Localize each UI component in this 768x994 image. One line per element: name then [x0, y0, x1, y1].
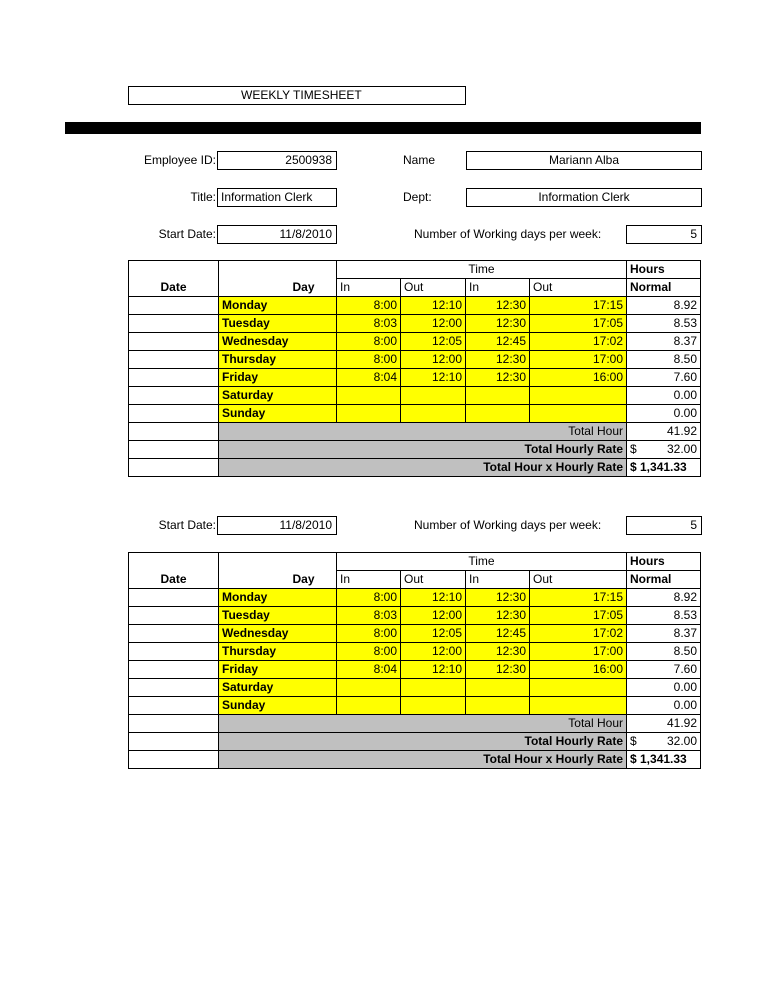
in-header: In	[466, 279, 530, 297]
hours-header: Hours	[627, 553, 701, 571]
currency-symbol: $	[630, 734, 637, 748]
out-header: Out	[401, 571, 466, 589]
time-out-cell[interactable]: 16:00	[530, 661, 627, 679]
out-header: Out	[530, 571, 627, 589]
date-cell[interactable]	[129, 405, 219, 423]
timesheet-table	[128, 552, 701, 769]
hours-header: Hours	[627, 261, 701, 279]
date-header: Date	[129, 279, 219, 297]
name-field[interactable]: Mariann Alba	[466, 151, 702, 170]
total-pay-label: Total Hour x Hourly Rate	[219, 459, 627, 477]
hours-cell: 0.00	[627, 679, 701, 697]
time-out-cell[interactable]: 12:00	[401, 607, 466, 625]
time-out-cell[interactable]: 17:00	[530, 643, 627, 661]
table-row	[129, 369, 701, 387]
time-in-cell[interactable]: 12:45	[466, 333, 530, 351]
date-cell[interactable]	[129, 625, 219, 643]
time-in-cell[interactable]	[337, 697, 401, 715]
in-header: In	[466, 571, 530, 589]
time-out-cell[interactable]: 12:00	[401, 643, 466, 661]
time-in-cell[interactable]: 12:30	[466, 351, 530, 369]
hourly-rate-cell[interactable]	[627, 441, 701, 459]
table-row	[129, 697, 701, 715]
total-hourly-rate-label: Total Hourly Rate	[219, 441, 627, 459]
time-in-cell[interactable]	[466, 405, 530, 423]
hours-cell: 8.37	[627, 625, 701, 643]
day-cell: Sunday	[219, 697, 337, 715]
hours-cell: 8.50	[627, 351, 701, 369]
time-in-cell[interactable]	[466, 679, 530, 697]
time-out-cell[interactable]: 17:15	[530, 589, 627, 607]
time-in-cell[interactable]: 8:04	[337, 369, 401, 387]
time-out-cell[interactable]: 12:05	[401, 625, 466, 643]
hours-cell: 0.00	[627, 405, 701, 423]
start-date-field[interactable]: 11/8/2010	[217, 225, 337, 244]
currency-symbol: $	[630, 442, 637, 456]
dept-label: Dept:	[403, 190, 432, 204]
day-cell: Monday	[219, 589, 337, 607]
date-cell[interactable]	[129, 351, 219, 369]
start-date-label: Start Date:	[158, 518, 216, 532]
date-cell[interactable]	[129, 333, 219, 351]
time-out-cell[interactable]: 17:00	[530, 351, 627, 369]
date-cell	[129, 441, 219, 459]
time-in-cell[interactable]: 8:00	[337, 589, 401, 607]
table-row	[129, 607, 701, 625]
time-in-cell[interactable]: 12:30	[466, 607, 530, 625]
start-date-field[interactable]: 11/8/2010	[217, 516, 337, 535]
day-cell: Wednesday	[219, 333, 337, 351]
time-out-cell[interactable]: 16:00	[530, 369, 627, 387]
hours-cell: 8.92	[627, 589, 701, 607]
table-row	[129, 661, 701, 679]
time-in-cell[interactable]: 12:45	[466, 625, 530, 643]
time-out-cell[interactable]: 12:00	[401, 351, 466, 369]
hours-cell: 8.53	[627, 315, 701, 333]
hourly-rate-value: 32.00	[666, 442, 697, 456]
time-header: Time	[337, 553, 627, 571]
job-title-field[interactable]: Information Clerk	[217, 188, 337, 207]
hours-cell: 7.60	[627, 661, 701, 679]
hours-cell: 7.60	[627, 369, 701, 387]
time-out-cell[interactable]	[530, 405, 627, 423]
time-in-cell[interactable]: 12:30	[466, 589, 530, 607]
day-header-top	[219, 261, 337, 279]
hours-cell: 8.50	[627, 643, 701, 661]
time-in-cell[interactable]: 8:03	[337, 315, 401, 333]
time-in-cell[interactable]	[466, 697, 530, 715]
day-header-top	[219, 553, 337, 571]
table-row	[129, 625, 701, 643]
hours-cell: 8.37	[627, 333, 701, 351]
total-hour-value: 41.92	[627, 715, 701, 733]
date-cell[interactable]	[129, 369, 219, 387]
time-in-cell[interactable]: 8:00	[337, 625, 401, 643]
table-row	[129, 351, 701, 369]
date-header-top	[129, 261, 219, 279]
in-header: In	[337, 571, 401, 589]
in-header: In	[337, 279, 401, 297]
table-row	[129, 333, 701, 351]
time-in-cell[interactable]: 8:00	[337, 351, 401, 369]
time-in-cell[interactable]	[337, 387, 401, 405]
working-days-field[interactable]: 5	[626, 225, 702, 244]
table-row	[129, 643, 701, 661]
title-label: Title:	[190, 190, 216, 204]
employee-id-label: Employee ID:	[143, 153, 216, 167]
working-days-label: Number of Working days per week:	[414, 227, 602, 241]
date-cell[interactable]	[129, 387, 219, 405]
date-cell[interactable]	[129, 661, 219, 679]
time-header: Time	[337, 261, 627, 279]
day-cell: Friday	[219, 661, 337, 679]
day-cell: Sunday	[219, 405, 337, 423]
day-cell: Tuesday	[219, 607, 337, 625]
date-cell	[129, 423, 219, 441]
time-out-cell[interactable]	[530, 679, 627, 697]
time-in-cell[interactable]	[466, 387, 530, 405]
date-cell[interactable]	[129, 297, 219, 315]
date-cell[interactable]	[129, 697, 219, 715]
time-out-cell[interactable]: 12:10	[401, 369, 466, 387]
time-in-cell[interactable]	[337, 405, 401, 423]
hours-cell: 8.53	[627, 607, 701, 625]
time-in-cell[interactable]: 8:00	[337, 297, 401, 315]
name-label: Name	[403, 153, 436, 167]
working-days-label: Number of Working days per week:	[414, 518, 602, 532]
time-out-cell[interactable]: 17:05	[530, 315, 627, 333]
time-out-cell[interactable]: 17:15	[530, 297, 627, 315]
time-out-cell[interactable]: 12:05	[401, 333, 466, 351]
table-row	[129, 387, 701, 405]
time-out-cell[interactable]	[530, 697, 627, 715]
time-out-cell[interactable]	[401, 387, 466, 405]
employee-id-field[interactable]: 2500938	[217, 151, 337, 170]
time-in-cell[interactable]: 12:30	[466, 643, 530, 661]
day-cell: Tuesday	[219, 315, 337, 333]
total-pay-value: $ 1,341.33	[627, 459, 701, 477]
out-header: Out	[401, 279, 466, 297]
table-row	[129, 315, 701, 333]
hours-cell: 0.00	[627, 387, 701, 405]
normal-header: Normal	[627, 279, 701, 297]
time-out-cell[interactable]	[401, 405, 466, 423]
day-cell: Thursday	[219, 351, 337, 369]
time-out-cell[interactable]: 17:05	[530, 607, 627, 625]
hourly-rate-value: 32.00	[666, 734, 697, 748]
time-out-cell[interactable]	[401, 697, 466, 715]
time-in-cell[interactable]: 8:00	[337, 643, 401, 661]
date-header-top	[129, 553, 219, 571]
time-in-cell[interactable]: 8:04	[337, 661, 401, 679]
table-row	[129, 589, 701, 607]
timesheet-title: WEEKLY TIMESHEET	[128, 86, 466, 105]
day-header: Day	[219, 571, 337, 589]
day-cell: Wednesday	[219, 625, 337, 643]
date-cell[interactable]	[129, 679, 219, 697]
time-out-cell[interactable]: 12:10	[401, 661, 466, 679]
total-hour-value: 41.92	[627, 423, 701, 441]
date-cell	[129, 459, 219, 477]
time-out-cell[interactable]: 17:02	[530, 625, 627, 643]
total-pay-label: Total Hour x Hourly Rate	[219, 751, 627, 769]
date-cell[interactable]	[129, 589, 219, 607]
time-out-cell[interactable]	[401, 679, 466, 697]
day-cell: Saturday	[219, 679, 337, 697]
total-hour-label: Total Hour	[219, 423, 627, 441]
time-in-cell[interactable]: 12:30	[466, 315, 530, 333]
table-row	[129, 405, 701, 423]
normal-header: Normal	[627, 571, 701, 589]
date-header: Date	[129, 571, 219, 589]
time-in-cell[interactable]: 12:30	[466, 297, 530, 315]
header-divider-bar	[65, 122, 701, 134]
table-row	[129, 679, 701, 697]
dept-field[interactable]: Information Clerk	[466, 188, 702, 207]
day-cell: Thursday	[219, 643, 337, 661]
date-cell	[129, 733, 219, 751]
time-in-cell[interactable]: 8:00	[337, 333, 401, 351]
working-days-field[interactable]: 5	[626, 516, 702, 535]
time-out-cell[interactable]: 12:00	[401, 315, 466, 333]
time-in-cell[interactable]	[337, 679, 401, 697]
day-cell: Friday	[219, 369, 337, 387]
table-row	[129, 297, 701, 315]
date-cell[interactable]	[129, 315, 219, 333]
day-cell: Monday	[219, 297, 337, 315]
out-header: Out	[530, 279, 627, 297]
start-date-label: Start Date:	[158, 227, 216, 241]
time-out-cell[interactable]: 12:10	[401, 297, 466, 315]
date-cell[interactable]	[129, 643, 219, 661]
hourly-rate-cell[interactable]	[627, 733, 701, 751]
total-pay-value: $ 1,341.33	[627, 751, 701, 769]
time-out-cell[interactable]	[530, 387, 627, 405]
timesheet-table	[128, 260, 701, 477]
day-header: Day	[219, 279, 337, 297]
hours-cell: 8.92	[627, 297, 701, 315]
total-hour-label: Total Hour	[219, 715, 627, 733]
time-in-cell[interactable]: 12:30	[466, 369, 530, 387]
time-in-cell[interactable]: 8:03	[337, 607, 401, 625]
hours-cell: 0.00	[627, 697, 701, 715]
date-cell[interactable]	[129, 607, 219, 625]
time-out-cell[interactable]: 12:10	[401, 589, 466, 607]
total-hourly-rate-label: Total Hourly Rate	[219, 733, 627, 751]
date-cell	[129, 715, 219, 733]
time-in-cell[interactable]: 12:30	[466, 661, 530, 679]
time-out-cell[interactable]: 17:02	[530, 333, 627, 351]
date-cell	[129, 751, 219, 769]
day-cell: Saturday	[219, 387, 337, 405]
